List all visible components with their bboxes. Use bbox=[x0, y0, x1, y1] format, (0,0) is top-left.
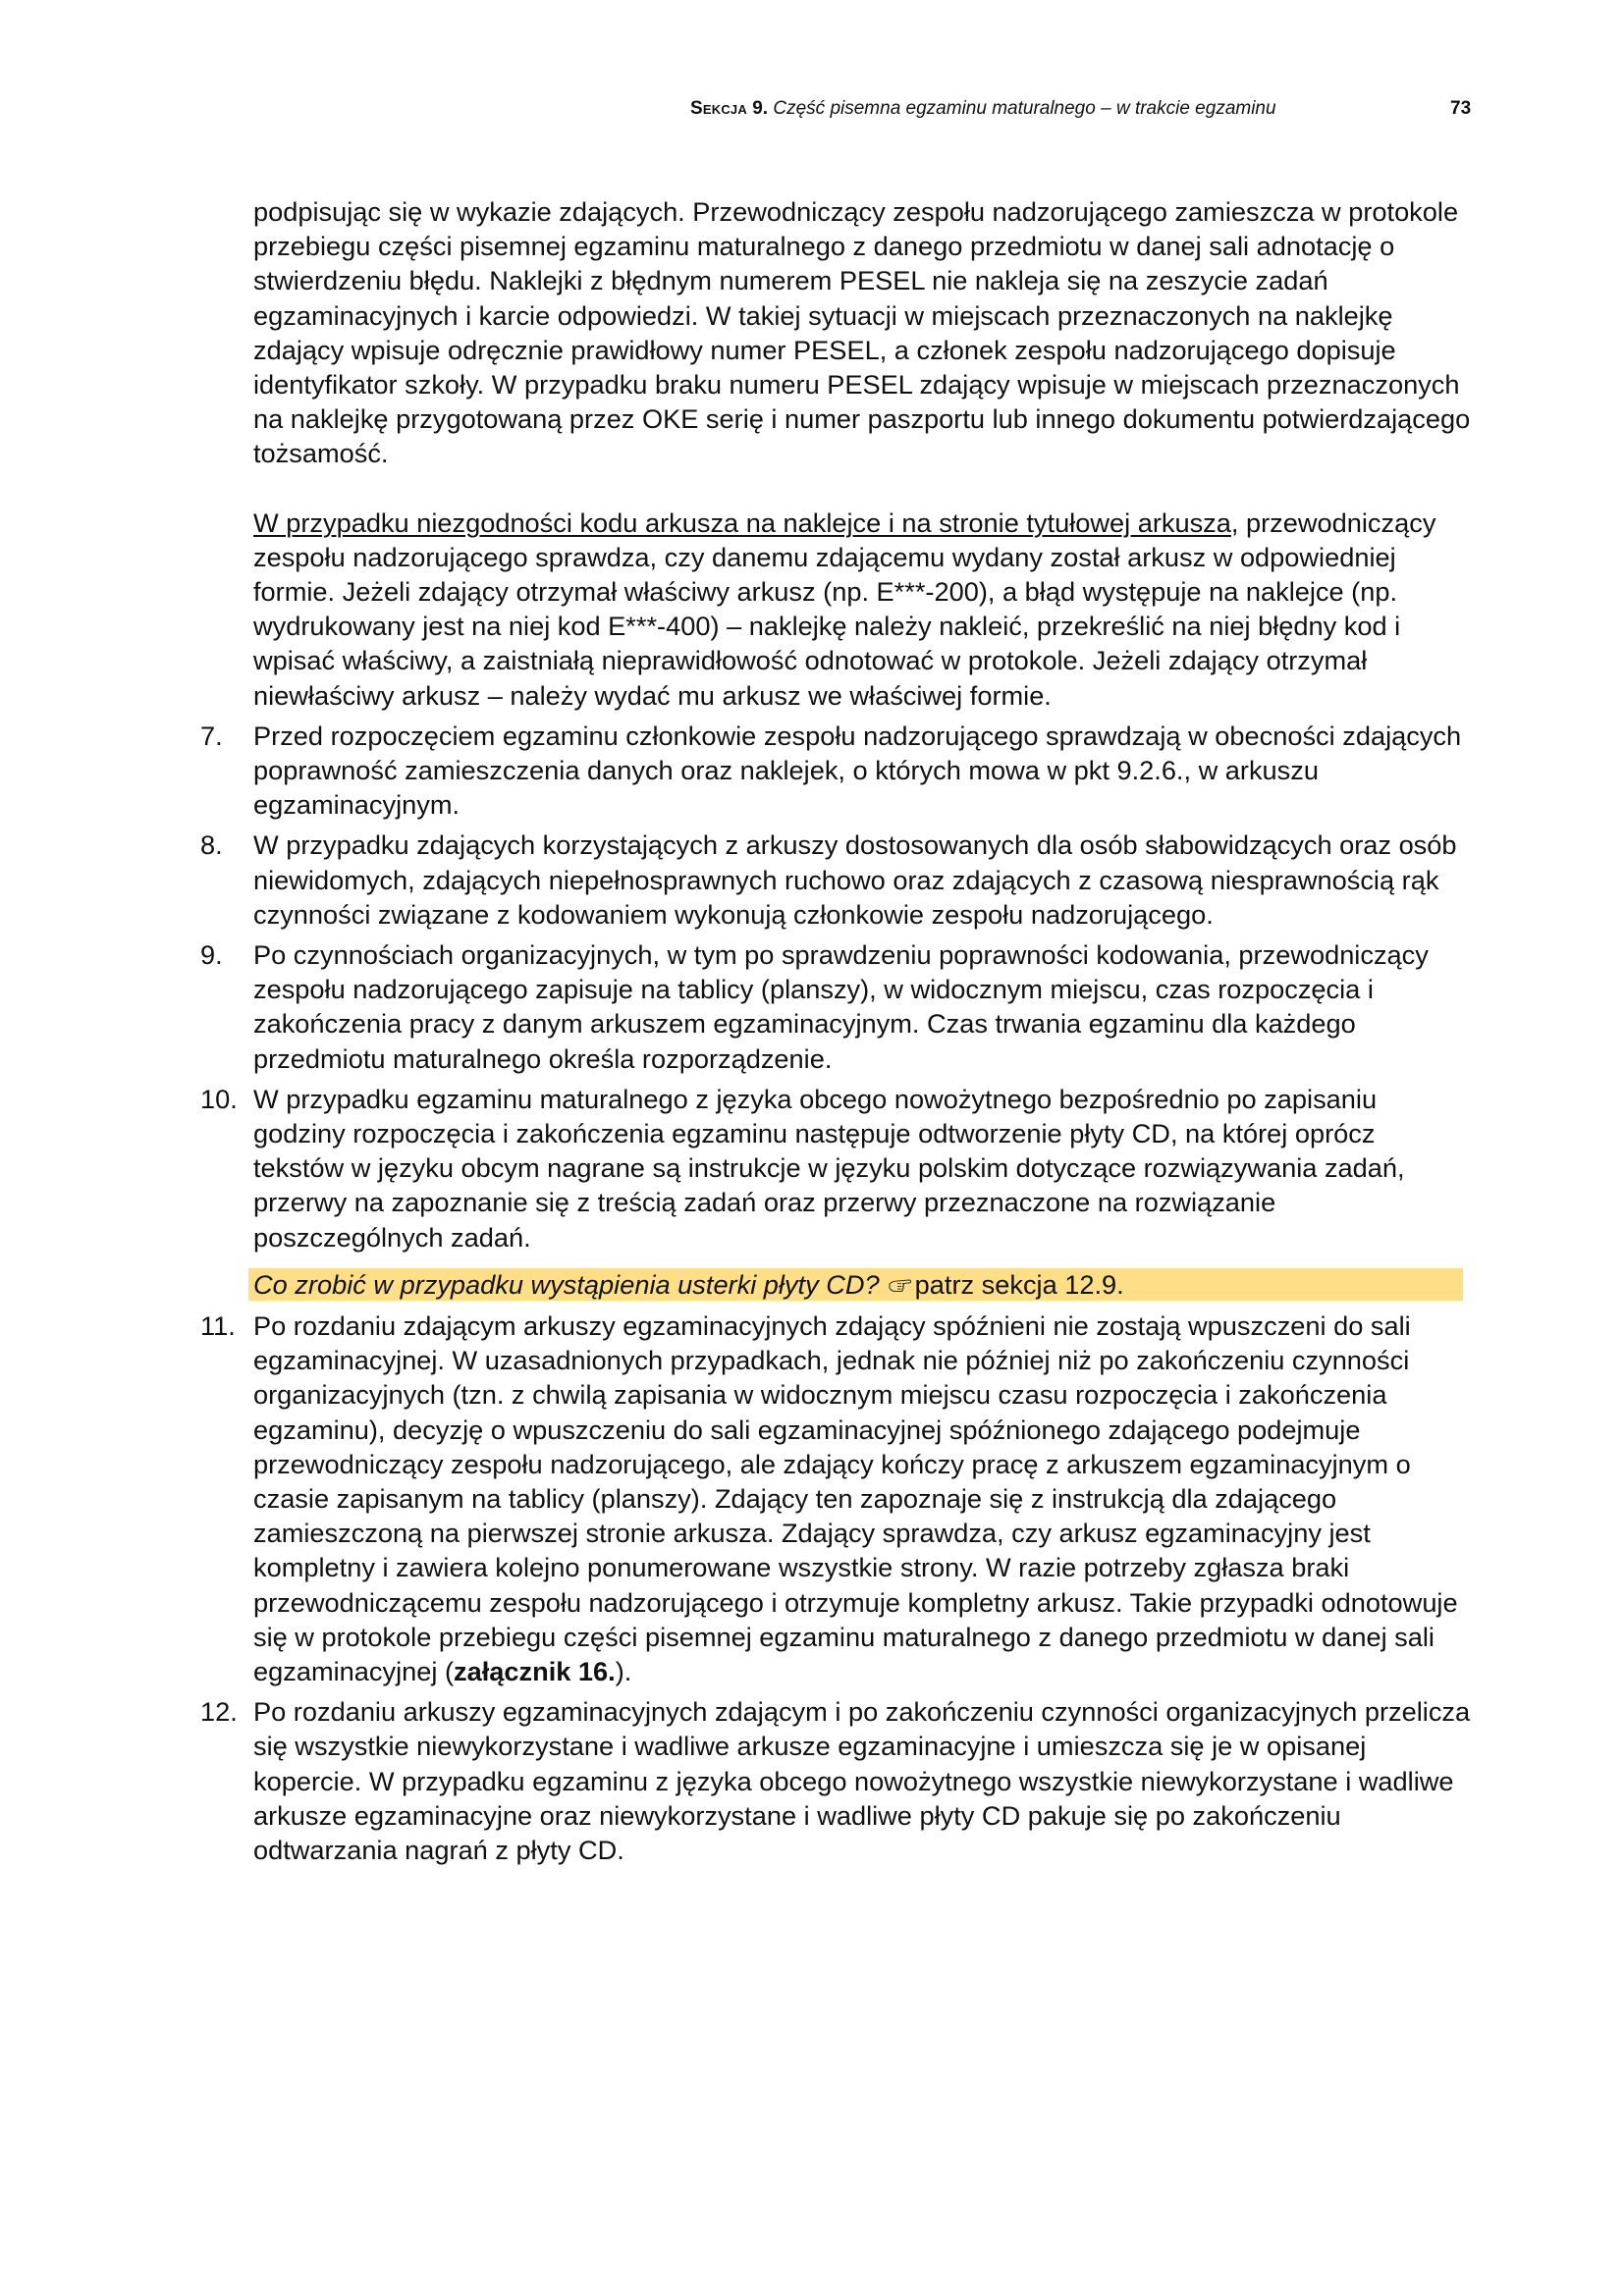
item-number: 11. bbox=[200, 1309, 236, 1341]
item-number: 8. bbox=[200, 829, 223, 861]
list-item-12 bbox=[200, 1694, 1471, 1867]
item-text: Po rozdaniu zdającym arkuszy egzaminacyjnych zdający spóźnieni nie zostają wpuszczeni do sali egzaminacyjnej. W uzasadnionych przypadkach, jednak nie później niż po zakończeniu czynności organizacyjnych (tzn. z chwilą zapisania w widocznym miejscu czasu rozpoczęcia i zakończenia egzaminu), decyzję o wpuszczeniu do sali egzaminacyjnej spóźnionego zdającego podejmuje przewodniczący zespołu nadzorującego, ale zdający kończy pracę z arkuszem egzaminacyjnym o czasie zapisanym na tablicy (planszy). Zdający ten zapoznaje się z instrukcją dla zdającego zamieszczoną na pierwszej stronie arkusza. Zdający sprawdza, czy arkusz egzaminacyjny jest kompletny i zawiera kolejno ponumerowane wszystkie strony. W razie potrzeby zgłasza braki przewodniczącemu zespołu nadzorującego i otrzymuje kompletny arkusz. Takie przypadki odnotowuje się w protokole przebiegu części pisemnej egzaminu maturalnego z danego przedmiotu w danej sali egzaminacyjnej ( bbox=[253, 1309, 1458, 1686]
list-item-8 bbox=[200, 828, 1471, 932]
list-item-11 bbox=[200, 1308, 1471, 1688]
sticker-mismatch-paragraph bbox=[253, 506, 1471, 713]
list-item-10 bbox=[200, 1082, 1471, 1255]
list-item-9 bbox=[200, 937, 1471, 1076]
item-number: 12. bbox=[200, 1696, 238, 1728]
section-number: 9. bbox=[752, 98, 769, 119]
list-item-7 bbox=[200, 719, 1471, 823]
page-number: 73 bbox=[1450, 98, 1472, 119]
item-number: 7. bbox=[200, 720, 223, 751]
item-text: W przypadku egzaminu maturalnego z języka obcego nowożytnego bezpośrednio po zapisaniu godziny rozpoczęcia i zakończenia egzaminu następuje odtworzenie płyty CD, na której oprócz tekstów w języku obcym nagrane są instrukcje w języku polskim dotyczące rozwiązywania zadań, przerwy na zapoznanie się z treścią zadań oraz przerwy przeznaczone na rozwiązanie poszczególnych zadań. bbox=[253, 1083, 1405, 1253]
cd-fault-callout bbox=[248, 1268, 1463, 1301]
page-header bbox=[690, 94, 1476, 124]
item-text: Przed rozpoczęciem egzaminu członkowie zespołu nadzorującego sprawdzają w obecności zdających poprawność zamieszczenia danych oraz naklejek, o których mowa w pkt 9.2.6., w arkuszu egzaminacyjnym. bbox=[253, 720, 1462, 821]
callout-question: Co zrobić w przypadku wystąpienia usterki płyty CD? bbox=[253, 1268, 880, 1300]
item-text: W przypadku zdających korzystających z arkuszy dostosowanych dla osób słabowidzących oraz osób niewidomych, zdających niepełnosprawnych ruchowo oraz zdających z czasową niesprawnością rąk czynności związane z kodowaniem wykonują członkowie zespołu nadzorującego. bbox=[253, 829, 1457, 930]
paragraph-spacer bbox=[253, 471, 1471, 506]
item-text: Po czynnościach organizacyjnych, w tym po sprawdzeniu poprawności kodowania, przewodniczący zespołu nadzorującego zapisuje na tablicy (planszy), w widocznym miejscu, czas rozpoczęcia i zakończenia pracy z danym arkuszem egzaminacyjnym. Czas trwania egzaminu dla każdego przedmiotu maturalnego określa rozporządzenie. bbox=[253, 939, 1429, 1074]
procedure-list bbox=[200, 719, 1471, 1255]
sticker-mismatch-heading: W przypadku niezgodności kodu arkusza na naklejce i na stronie tytułowej arkusza bbox=[253, 507, 1231, 538]
item-number: 9. bbox=[200, 939, 223, 971]
item-number: 10. bbox=[200, 1083, 238, 1114]
page-body bbox=[200, 194, 1471, 1867]
attachment-reference[interactable]: załącznik 16. bbox=[454, 1655, 616, 1686]
item-text: Po rozdaniu arkuszy egzaminacyjnych zdającym i po zakończeniu czynności organizacyjnych przelicza się wszystkie niewykorzystane i wadliwe arkusze egzaminacyjne i umieszcza się je w opisanej kopercie. W przypadku egzaminu z języka obcego nowożytnego wszystkie niewykorzystane i wadliwe arkusze egzaminacyjne oraz niewykorzystane i wadliwe płyty CD pakuje się po zakończeniu odtwarzania nagrań z płyty CD. bbox=[253, 1696, 1471, 1865]
callout-reference[interactable]: patrz sekcja 12.9. bbox=[914, 1268, 1124, 1300]
sticker-mismatch-text: , przewodniczący zespołu nadzorującego sprawdza, czy danemu zdającemu wydany został arkusz w odpowiedniej formie. Jeżeli zdający otrzymał właściwy arkusz (np. E***-200), a błąd występuje na naklejce (np. wydrukowany jest na niej kod E***-400) – naklejkę należy nakleić, przekreślić na niej błędny kod i wpisać właściwy, a zaistniałą nieprawidłowość odnotować w protokole. Jeżeli zdający otrzymał niewłaściwy arkusz – należy wydać mu arkusz we właściwej formie. bbox=[253, 507, 1436, 711]
procedure-list-continued bbox=[200, 1308, 1471, 1867]
section-label: Sekcja bbox=[690, 98, 747, 119]
section-title: Część pisemna egzaminu maturalnego – w trakcie egzaminu bbox=[773, 98, 1276, 119]
intro-paragraph: podpisując się w wykazie zdających. Przewodniczący zespołu nadzorującego zamieszcza w protokole przebiegu części pisemnej egzaminu maturalnego z danego przedmiotu w danej sali adnotację o stwierdzeniu błędu. Naklejki z błędnym numerem PESEL nie nakleja się na zeszycie zadań egzaminacyjnych i karcie odpowiedzi. W takiej sytuacji w miejscach przeznaczonych na naklejkę zdający wpisuje odręcznie prawidłowy numer PESEL, a członek zespołu nadzorującego dopisuje identyfikator szkoły. W przypadku braku numeru PESEL zdający wpisuje w miejscach przeznaczonych na naklejkę przygotowaną przez OKE serię i numer paszportu lub innego dokumentu potwierdzającego tożsamość. bbox=[253, 196, 1471, 469]
pointing-hand-icon bbox=[888, 1270, 913, 1290]
item-text-end: ). bbox=[615, 1655, 632, 1686]
